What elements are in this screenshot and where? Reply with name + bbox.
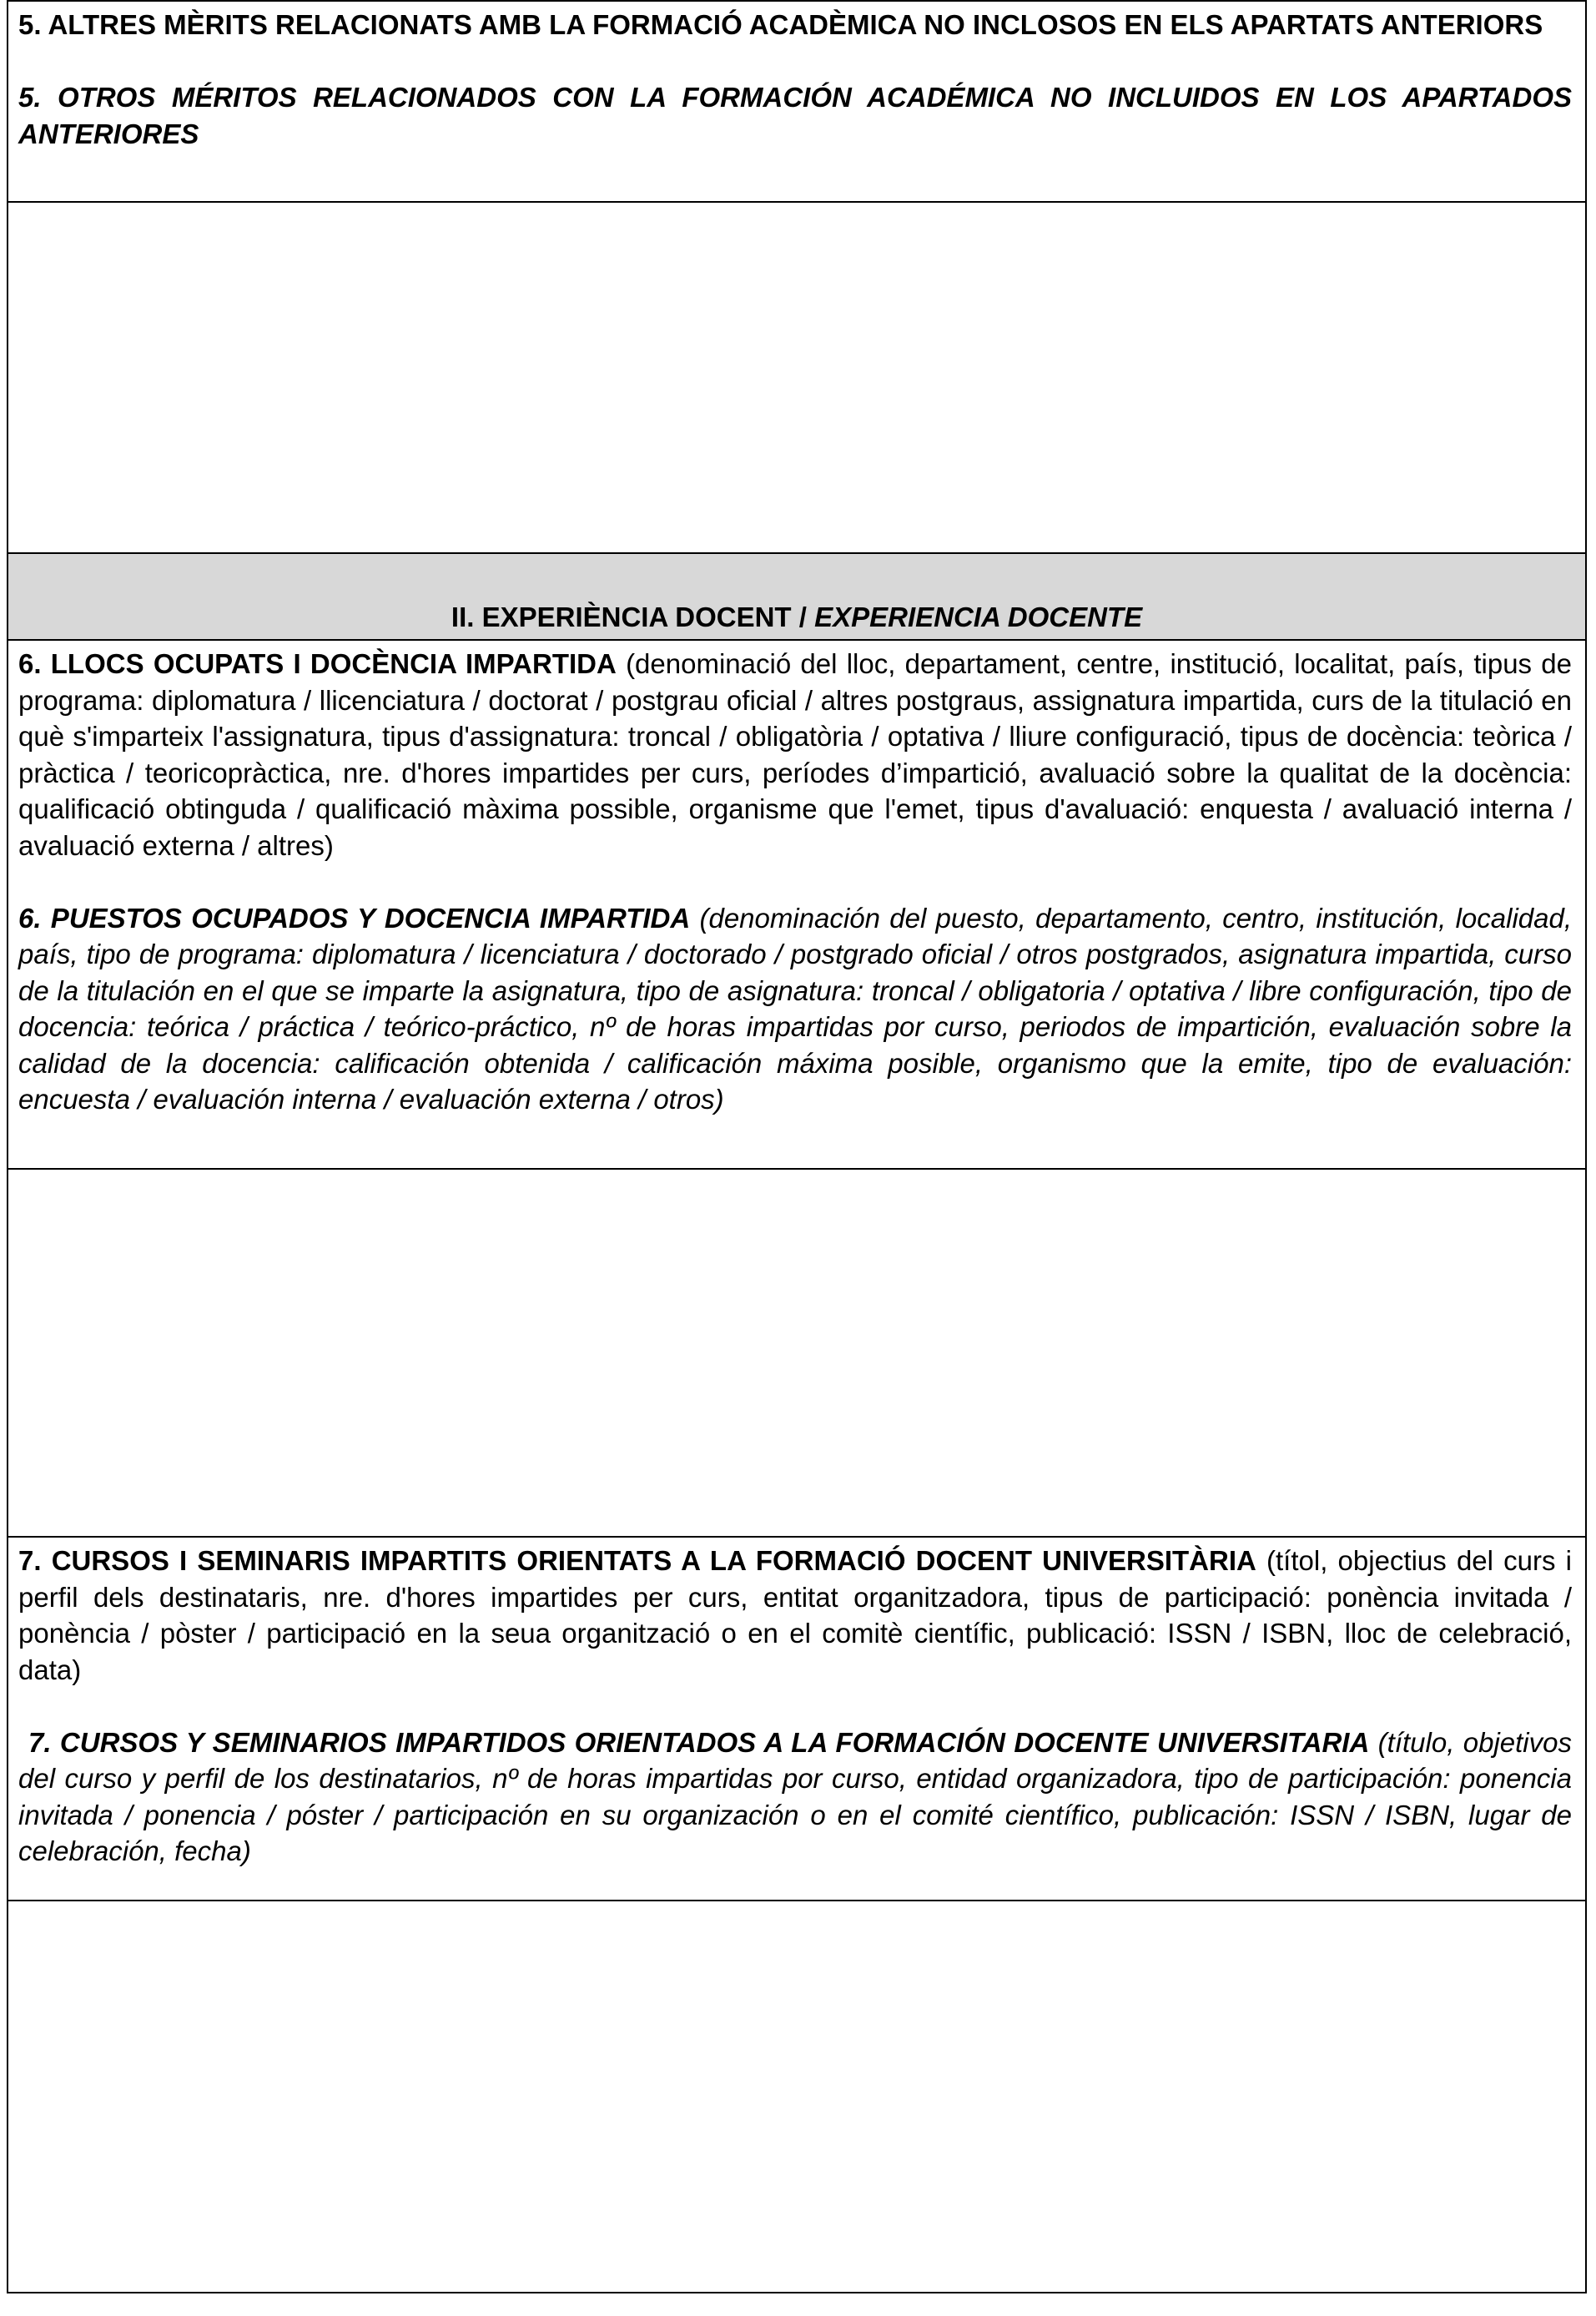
section-7-text-es [18,1724,1572,1870]
section-7-title-es: 7. CURSOS Y SEMINARIOS IMPARTIDOS ORIENTADOS A LA FORMACIÓN DOCENTE UNIVERSITARIA [28,1726,1370,1758]
section-6-desc-es: (denominación del puesto, departamento, centro, institución, localidad, país, tipo de programa: diplomatura / licenciatura / doctorado / postgrado oficial / otros postgrados, asignatura impartida, curso de la titulación en el que se imparte la asignatura, tipo de asignatura: troncal / obligatoria / optativa / libre configuración, tipo de docencia: teórica / práctica / teórico-práctico, nº de horas impartidas por curso, periodos de impartición, evaluación sobre la calidad de la docencia: calificación obtenida / calificación máxima posible, organismo que la emite, tipo de evaluación: encuesta / evaluación interna / evaluación externa / otros) [18,902,1573,1115]
cv-form-page [7,0,1587,2293]
section-6-header [8,639,1585,1168]
section-ii-header [8,552,1585,639]
section-5-title-es: 5. OTROS MÉRITOS RELACIONADOS CON LA FORMACIÓN ACADÉMICA NO INCLUIDOS EN LOS APARTADOS ANTERIORES [18,82,1572,149]
section-5-answer-box[interactable] [8,201,1585,552]
section-7-header [8,1536,1585,1900]
section-5-header [8,0,1585,201]
section-ii-title-ca: II. EXPERIÈNCIA DOCENT / [451,602,815,632]
section-5-title-ca: 5. ALTRES MÈRITS RELACIONATS AMB LA FORMACIÓ ACADÈMICA NO INCLOSOS EN ELS APARTATS ANTERIORS [18,9,1543,40]
section-6-text-es [18,900,1572,1118]
section-ii-title-es: EXPERIENCIA DOCENTE [814,602,1143,632]
section-7-desc-es: (título, objetivos del curso y perfil de los destinatarios, nº de horas impartidas por curso, entidad organizadora, tipo de participación: ponencia invitada / ponencia / póster / participación en su organización o en el comité científico, publicación: ISSN / ISBN, lugar de celebración, fecha) [18,1726,1572,1866]
section-7-answer-box[interactable] [8,1900,1585,2292]
section-6-title-ca: 6. LLOCS OCUPATS I DOCÈNCIA IMPARTIDA [18,648,617,679]
section-7-title-ca: 7. CURSOS I SEMINARIS IMPARTITS ORIENTATS A LA FORMACIÓ DOCENT UNIVERSITÀRIA [18,1545,1256,1576]
section-6-answer-box[interactable] [8,1168,1585,1536]
section-6-title-es: 6. PUESTOS OCUPADOS Y DOCENCIA IMPARTIDA [18,902,691,934]
section-7-text-ca [18,1543,1572,1688]
section-7-desc-ca: (títol, objectius del curs i perfil dels destinataris, nre. d'hores impartides per curs, entitat organitzadora, tipus de participació: ponència invitada / ponència / pòster / participació en la seua organització o en el comitè científic, publicació: ISSN / ISBN, lloc de celebració, data) [18,1545,1572,1685]
section-6-text-ca [18,646,1572,863]
section-6-desc-ca: (denominació del lloc, departament, centre, institució, localitat, país, tipus de programa: diplomatura / llicenciatura / doctorat / postgrau oficial / altres postgraus, assignatura impartida, curs de la titulació en què s'imparteix l'assignatura, tipus d'assignatura: troncal / obligatòria / optativa / lliure configuració, tipus de docència: teòrica / pràctica / teoricopràctica, nre. d'hores impartides per curs, períodes d’impartició, avaluació sobre la qualitat de la docència: qualificació obtinguda / qualificació màxima possible, organisme que l'emet, tipus d'avaluació: enquesta / avaluació interna / avaluació externa / altres) [18,648,1572,861]
